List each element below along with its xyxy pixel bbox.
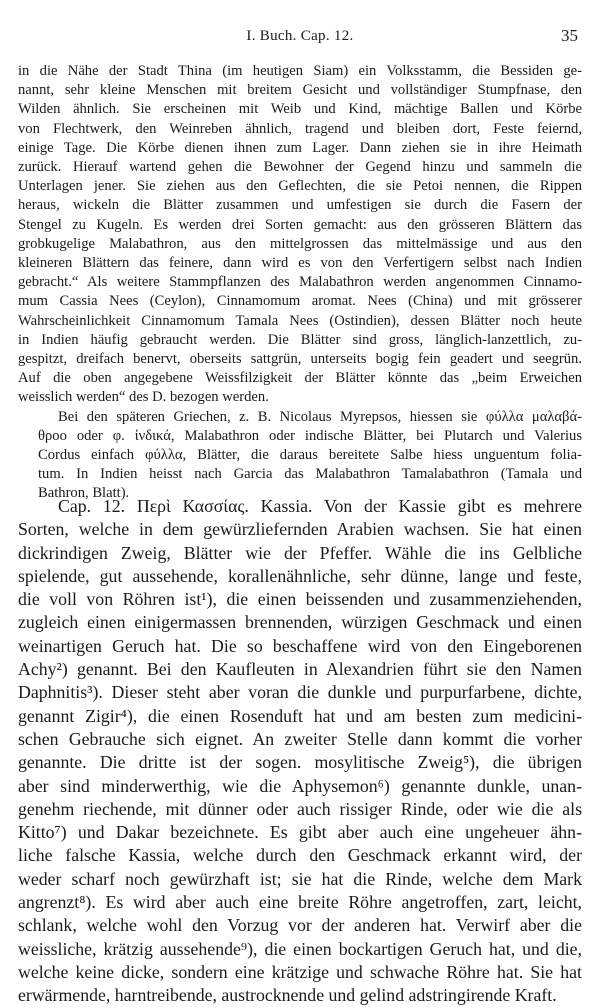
text-line: aber sind minderwerthig, wie die Aphysemon⁶) genannte dunkle, unan- bbox=[18, 775, 582, 796]
text-line: Cordus einfach φύλλα, Blätter, die daraus bereitete Salbe hiess unguentum folia- bbox=[38, 447, 582, 464]
text-line: weissliche, krätzig aussehende⁹), die einen bockartigen Geruch hat, und die, bbox=[18, 938, 582, 959]
text-line: Wilden ähnlich. Sie erscheinen mit Weib und Kind, mächtige Ballen und Körbe bbox=[18, 101, 582, 118]
text-line: von Flechtwerk, den Weinreben ähnlich, tragend und bleiben dort, Feste feiernd, bbox=[18, 120, 582, 137]
text-line: Wahrscheinlichkeit Cinnamomum Tamala Nees (Ostindien), dessen Blätter noch heute bbox=[18, 312, 582, 329]
text-line: gespitzt, dreifach benervt, oberseits sattgrün, unterseits bogig fein geadert und seegrün. bbox=[18, 351, 582, 368]
text-line: Achy²) genannt. Bei den Kaufleuten in Alexandrien führt sie den Namen bbox=[18, 659, 582, 680]
text-line: zugleich einen einigermassen brennenden, würzigen Geschmack und einen bbox=[18, 612, 582, 633]
running-title: I. Buch. Cap. 12. bbox=[246, 28, 354, 44]
text-line: einige Tage. Die Körbe dienen ihnen zum Lager. Dann ziehen sie in ihre Heimath bbox=[18, 139, 582, 156]
text-line: genehm riechende, mit dünner oder auch rissiger Rinde, oder wie die als bbox=[18, 798, 582, 819]
chapter-text bbox=[18, 495, 582, 1008]
page-number: 35 bbox=[561, 26, 578, 45]
text-line: kleineren Blättern das feinere, dann wird es von den Verfertigern selbst nach Indien bbox=[18, 255, 582, 272]
text-line: mum Cassia Nees (Ceylon), Cinnamomum aromat. Nees (China) und mit grösserer bbox=[18, 293, 582, 310]
text-line: angrenzt⁸). Es wird aber auch eine breite Röhre angetroffen, zart, leicht, bbox=[18, 892, 582, 913]
text-line: heraus, wickeln die Blätter zusammen und umfestigen sie durch die Fasern der bbox=[18, 197, 582, 214]
footnote-block bbox=[18, 62, 582, 504]
text-line: die voll von Röhren ist¹), die einen beissenden und zusammenziehenden, bbox=[18, 589, 582, 610]
text-line: tum. In Indien heisst nach Garcia das Malabathron Tamalabathron (Tamala und bbox=[38, 466, 582, 483]
text-line: genannte. Die dritte ist der sogen. mosylitische Zweig⁵), die übrigen bbox=[18, 752, 582, 773]
text-line: Unterlagen jener. Sie ziehen aus den Geflechten, die sie Petoi nennen, die Rippen bbox=[18, 178, 582, 195]
text-line: genannt Zigir⁴), die einen Rosenduft hat und am besten zum medicini- bbox=[18, 705, 582, 726]
text-line: spielende, gut aussehende, korallenähnliche, sehr dünne, lange und feste, bbox=[18, 565, 582, 586]
text-line: weinartigen Geruch hat. Die so beschaffene wird von den Eingeborenen bbox=[18, 635, 582, 656]
text-line: Stengel zu Kugeln. Es werden drei Sorten gemacht: aus den grösseren Blättern das bbox=[18, 216, 582, 233]
chapter-heading-line: Cap. 12. Περὶ Κασσίας. Kassia. Von der Kassie gibt es mehrere bbox=[58, 496, 582, 516]
text-line: in die Nähe der Stadt Thina (im heutigen Siam) ein Volksstamm, die Bessiden ge- bbox=[18, 63, 582, 79]
text-line: θροo oder φ. ἰνδικά, Malabathron oder indische Blätter, bei Plutarch und Valerius bbox=[38, 427, 582, 444]
text-line: Sorten, welche in dem gewürzliefernden Arabien wachsen. Sie hat einen bbox=[18, 519, 582, 540]
text-line: gebracht.“ Als weitere Stammpflanzen des Malabathron werden angenommen Cinnamo- bbox=[18, 274, 582, 291]
text-line: zurück. Hierauf wartend gehen die Bewohner der Gegend hinzu und sammeln die bbox=[18, 159, 582, 176]
text-line: grobkugelige Malabathron, aus den mittelgrossen das mittelmässige und aus den bbox=[18, 235, 582, 252]
text-line: schlank, welche wohl den Vorzug vor der anderen hat. Verwirf aber die bbox=[18, 915, 582, 936]
text-line: schen Gebrauche sich eignet. An zweiter Stelle dann kommt die vorher bbox=[18, 728, 582, 749]
text-line: liche falsche Kassia, welche durch den Geschmack erkannt wird, der bbox=[18, 845, 582, 866]
footnote-paragraph-2 bbox=[18, 408, 582, 504]
text-line: Daphnitis³). Dieser steht aber voran die dunkle und purpurfarbene, dichte, bbox=[18, 682, 582, 703]
text-line: Bathron, Blatt). bbox=[38, 485, 130, 502]
text-line: Kitto⁷) und Dakar bezeichnete. Es gibt aber auch eine ungeheuer ähn- bbox=[18, 822, 582, 843]
text-line: dickrindigen Zweig, Blätter wie der Pfeffer. Wähle die ins Gelbliche bbox=[18, 542, 582, 563]
text-line: weisslich werden“ des D. bezogen werden. bbox=[18, 389, 269, 406]
text-line: welche keine dicke, sondern eine krätzige und schwache Röhre hat. Sie hat bbox=[18, 961, 582, 982]
text-line: Bei den späteren Griechen, z. B. Nicolaus Myrepsos, hiessen sie φύλλα μαλαβά- bbox=[58, 408, 582, 425]
footnote-paragraph-continued bbox=[18, 62, 582, 408]
text-line: Auf die oben angegebene Weissfilzigkeit der Blätter könnte das „beim Erweichen bbox=[18, 370, 582, 387]
running-header bbox=[18, 26, 582, 48]
text-line: in Indien häufig gebraucht werden. Die Blätter sind gross, länglich-lanzettlich, zu- bbox=[18, 331, 582, 348]
text-line: weder scharf noch gewürzhaft ist; sie hat die Rinde, welche dem Mark bbox=[18, 868, 582, 889]
text-line: erwärmende, harntreibende, austrocknende und gelind adstringirende Kraft. bbox=[18, 985, 557, 1006]
text-line: nannt, sehr kleine Menschen mit breitem Gesicht und vollständiger Stumpfnase, den bbox=[18, 82, 582, 99]
